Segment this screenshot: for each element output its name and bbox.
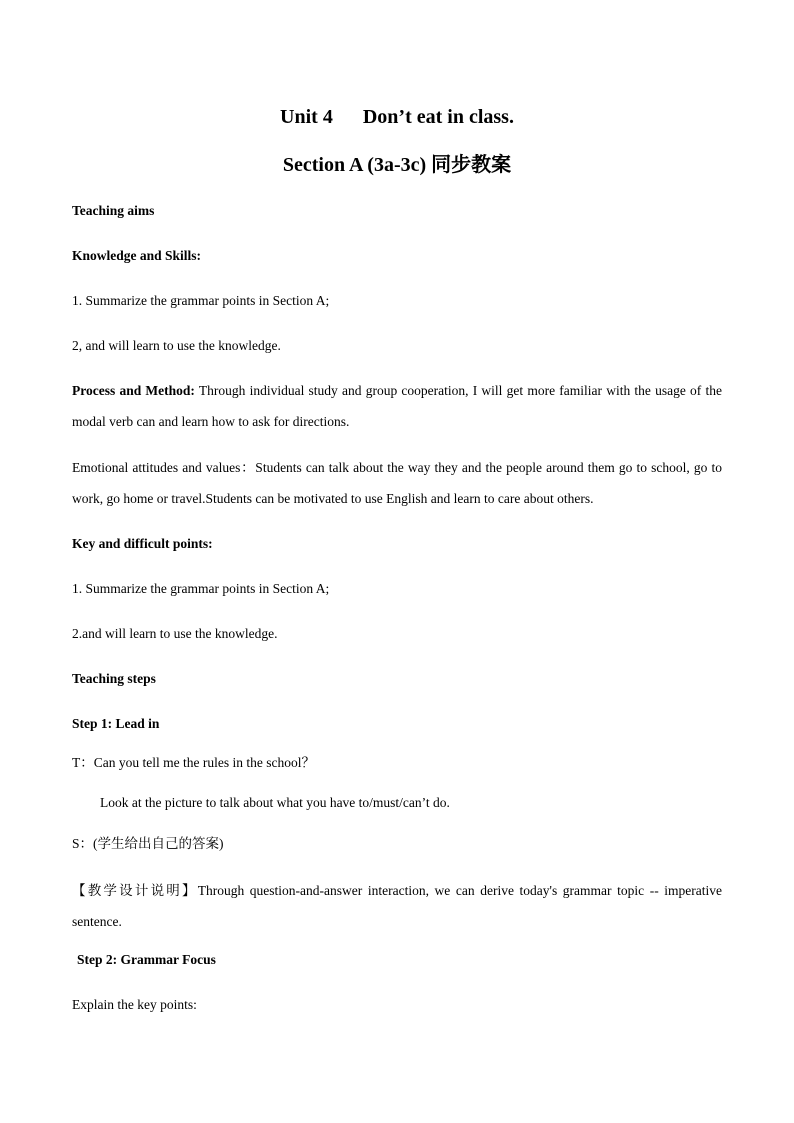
emotional-attitudes-paragraph: Emotional attitudes and values：Students can talk about the way they and the people around them go to school, go to work, go home or travel.Students can be motivated to use English and learn to care about others. [72,460,722,506]
teaching-steps-heading: Teaching steps [72,671,156,686]
step2-heading: Step 2: Grammar Focus [77,952,216,967]
title-unit: Unit 4 [280,106,333,128]
teacher-instruction: Look at the picture to talk about what you have to/must/can’t do. [100,795,450,810]
key-points-heading: Key and difficult points: [72,536,213,551]
knowledge-skills-heading: Knowledge and Skills: [72,248,202,263]
process-text: Through individual study and group cooperation, I will get more familiar with the usage of the modal verb can and learn how to ask for directions. [72,383,722,429]
document-subtitle: Section A (3a-3c) 同步教案 [282,154,512,176]
ks-item-2: 2, and will learn to use the knowledge. [72,338,281,353]
ks-item-1: 1. Summarize the grammar points in Section A; [72,293,330,308]
teaching-aims-heading: Teaching aims [72,203,155,218]
kp-item-1: 1. Summarize the grammar points in Section A; [72,581,330,596]
kp-item-2: 2.and will learn to use the knowledge. [72,626,278,641]
process-label: Process and Method: [72,383,195,398]
student-answer: S：(学生给出自己的答案) [72,836,224,851]
process-method-paragraph [72,375,722,437]
document-title [0,106,794,129]
teacher-question: T：Can you tell me the rules in the school？ [72,755,315,770]
design-note-paragraph: 【教学设计说明】Through question-and-answer interaction, we can derive today's grammar topic -- imperative sentence. [72,883,722,929]
explain-key-points: Explain the key points: [72,997,197,1012]
step1-heading: Step 1: Lead in [72,716,160,731]
title-text: Don’t eat in class. [362,106,514,128]
